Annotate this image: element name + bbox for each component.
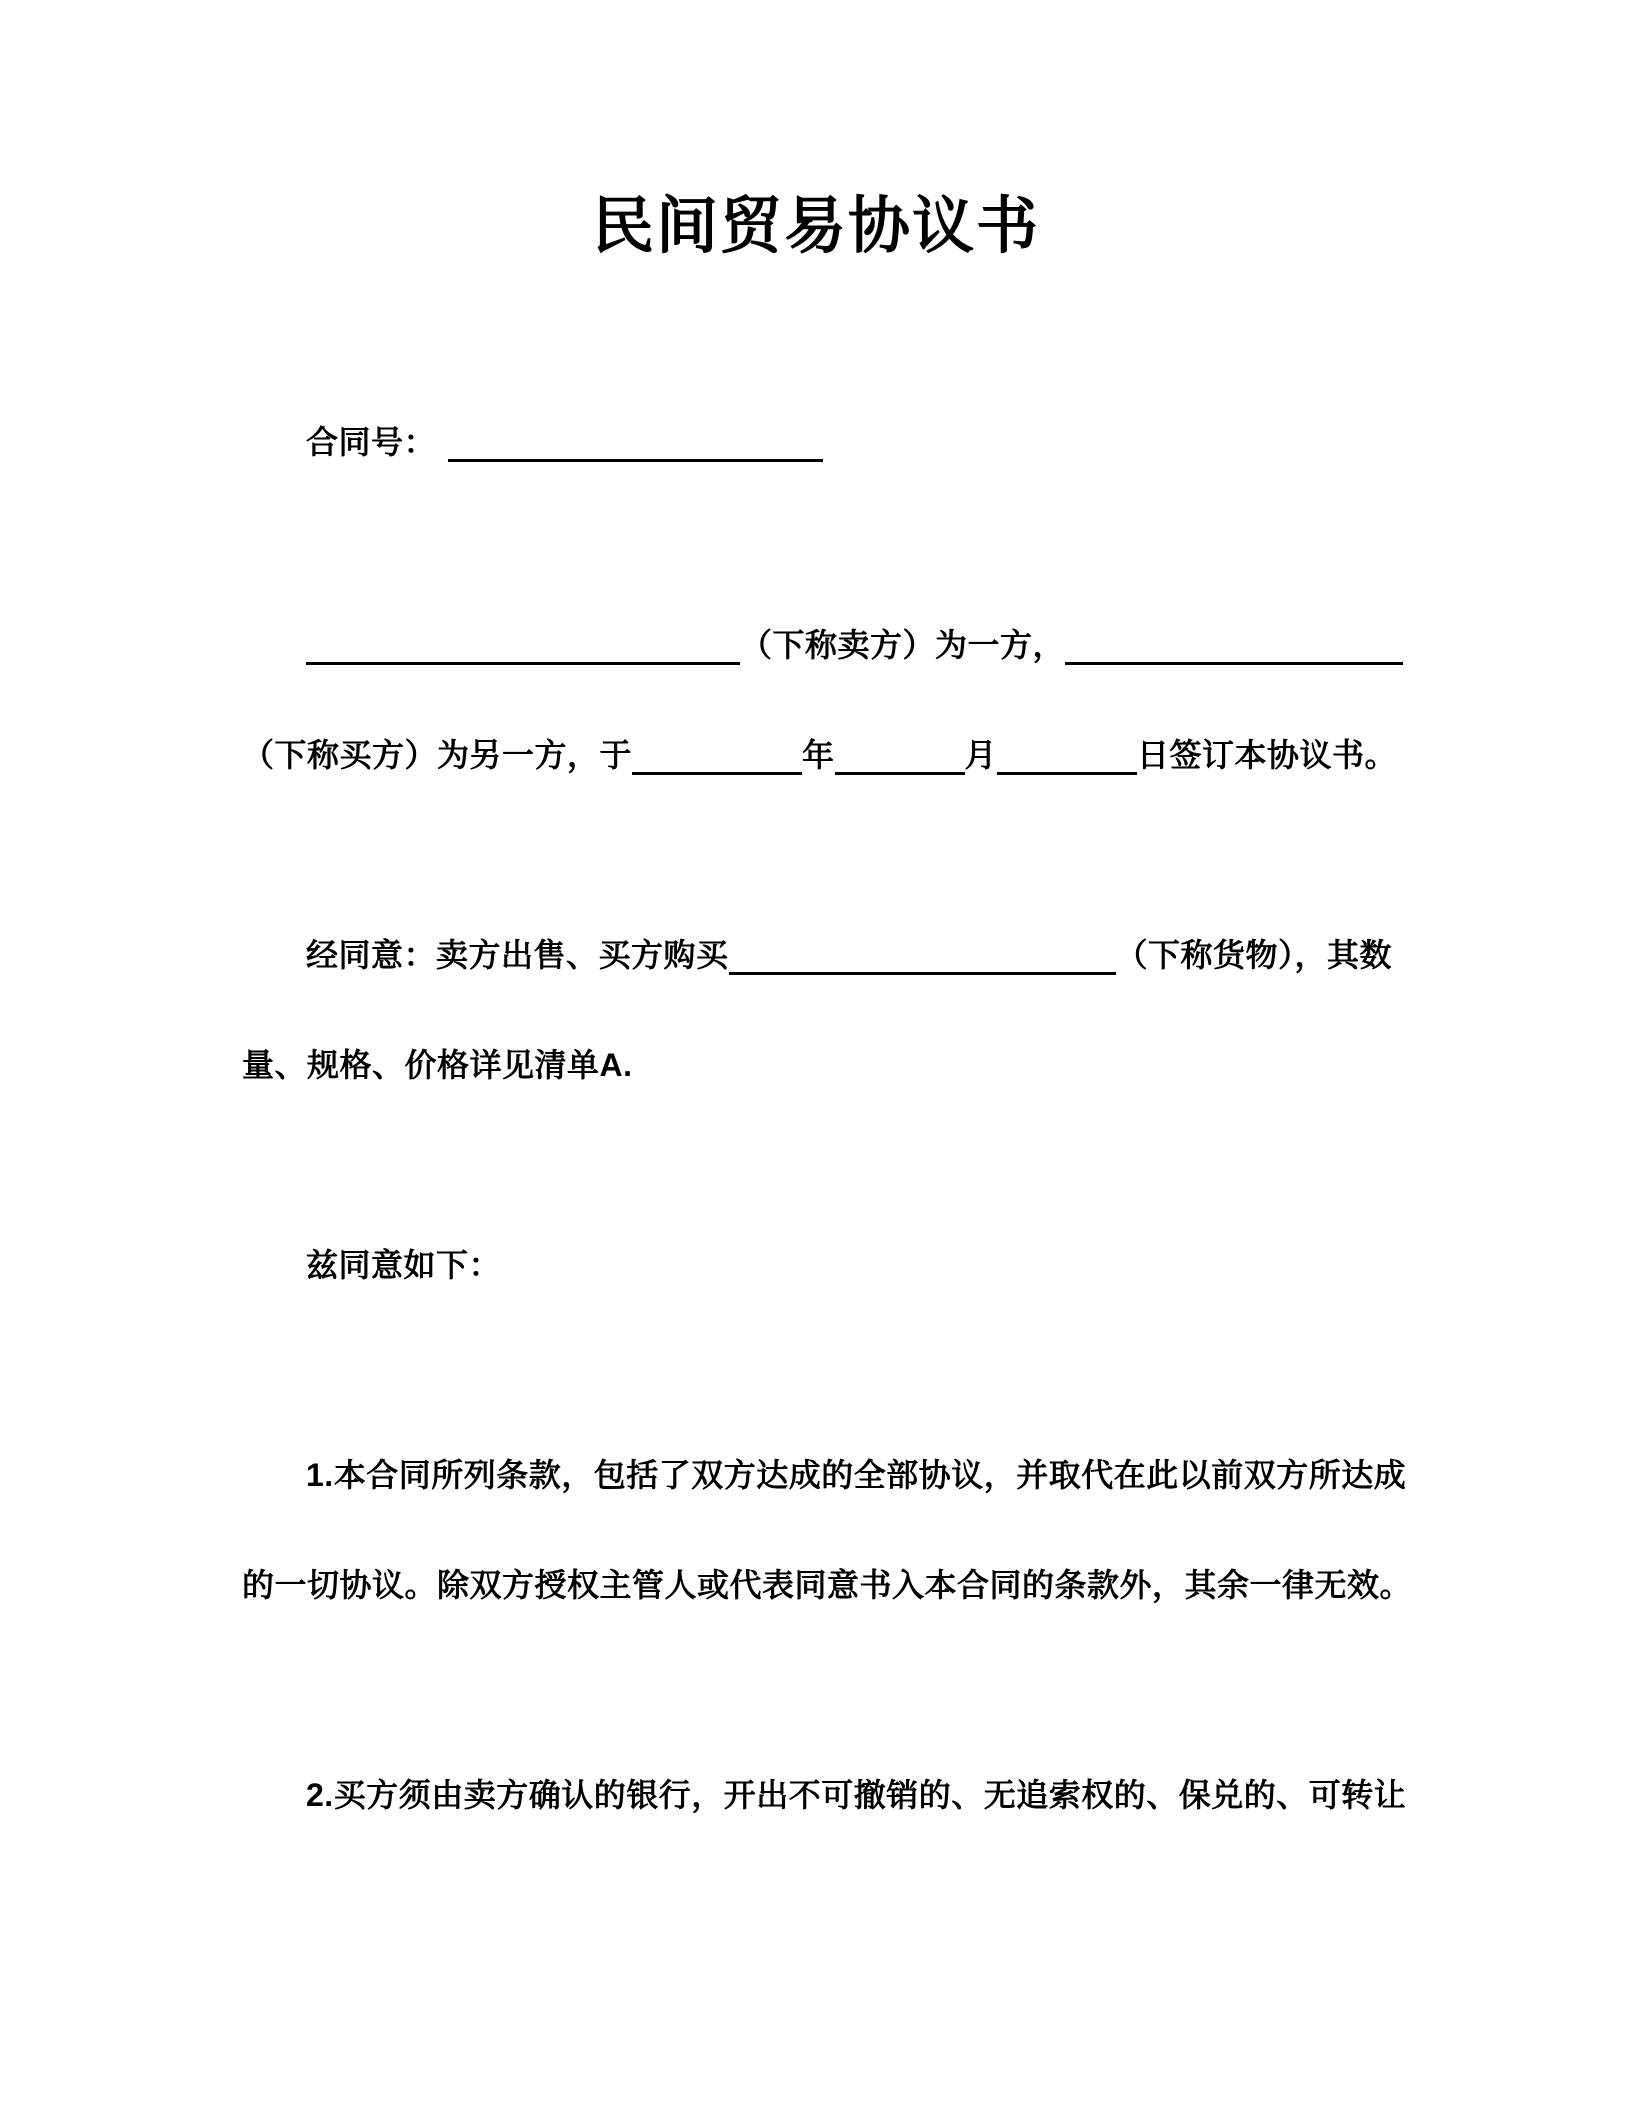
goods-name-blank[interactable]: [729, 939, 1116, 975]
document-title: 民间贸易协议书: [591, 192, 1040, 261]
year-label: 年: [802, 737, 835, 773]
goods-line2-text: 量、规格、价格详见清单A.: [242, 1047, 633, 1083]
month-label: 月: [964, 737, 998, 773]
contract-number-label: 合同号：: [306, 424, 437, 460]
party-line-2: [242, 733, 1412, 777]
clause2-line1-text: 2.买方须由卖方确认的银行，开出不可撤销的、无追索权的、保兑的、可转让: [306, 1777, 1407, 1813]
party-line-1: [242, 623, 1412, 667]
buyer-name-blank[interactable]: [1065, 629, 1403, 665]
clause2-line-1: [242, 1773, 1412, 1817]
contract-number-line: [242, 420, 1412, 464]
goods-after-blank-text: （下称货物），其数: [1115, 937, 1393, 973]
goods-line-1: [242, 933, 1412, 977]
clause1-line2-text: 的一切协议。除双方授权主管人或代表同意书入本合同的条款外，其余一律无效。: [242, 1567, 1413, 1603]
clause1-line1-text: 1.本合同所列条款，包括了双方达成的全部协议，并取代在此以前双方所达成: [306, 1457, 1407, 1493]
buyer-prefix-text: （下称买方）为另一方，于: [242, 737, 633, 773]
agree-intro-text: 兹同意如下：: [306, 1247, 502, 1283]
contract-number-blank[interactable]: [448, 426, 823, 462]
seller-name-blank[interactable]: [306, 629, 740, 665]
clause1-line-2: [242, 1563, 1412, 1607]
month-blank[interactable]: [835, 739, 965, 775]
goods-line-2: [242, 1043, 1412, 1087]
agree-intro-line: [242, 1243, 1412, 1287]
goods-lead-text: 经同意：卖方出售、买方购买: [306, 937, 729, 973]
year-blank[interactable]: [632, 739, 802, 775]
day-suffix-text: 日签订本协议书。: [1137, 737, 1398, 773]
seller-suffix-text: （下称卖方）为一方，: [740, 627, 1066, 663]
day-blank[interactable]: [997, 739, 1137, 775]
clause1-line-1: [242, 1453, 1412, 1497]
